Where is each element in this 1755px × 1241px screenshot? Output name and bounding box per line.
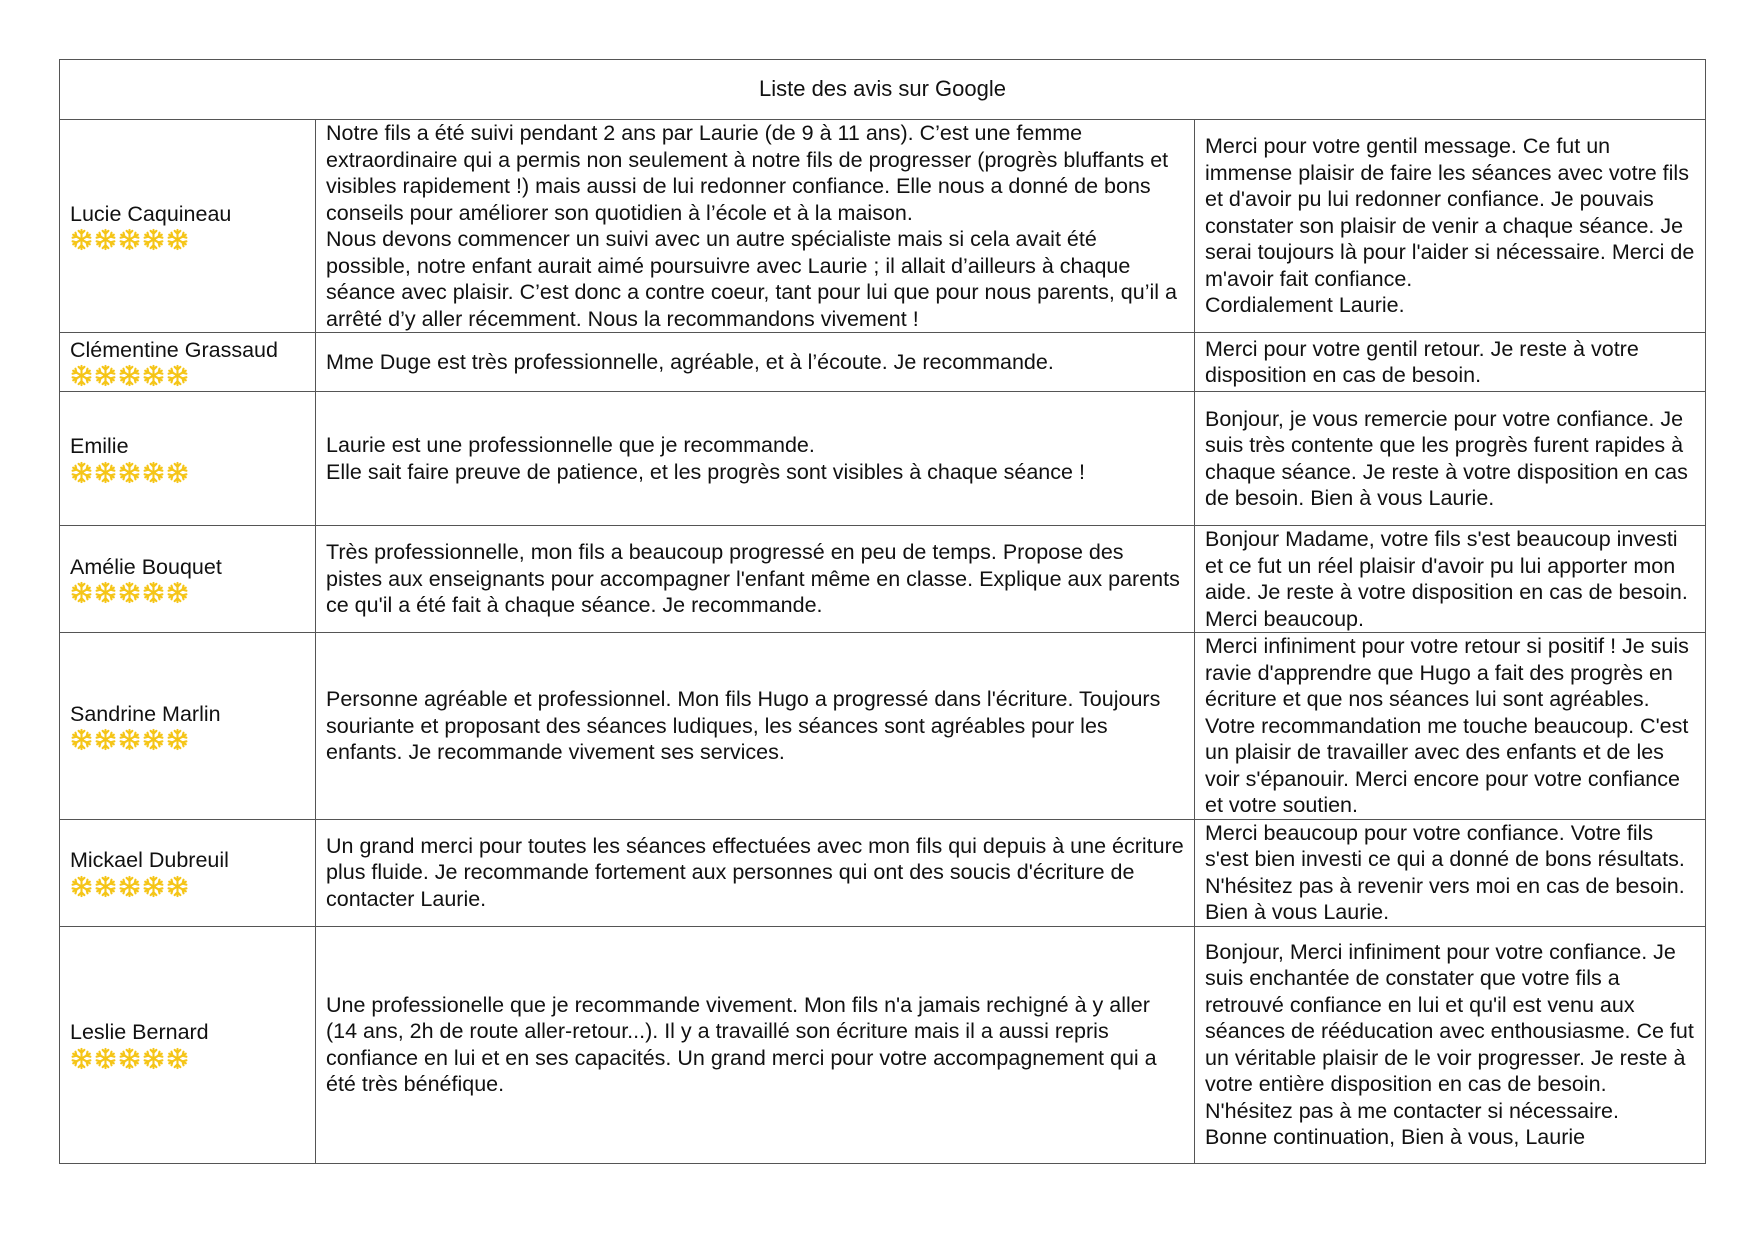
- star-icon: [142, 728, 165, 751]
- star-icon: [118, 364, 141, 387]
- star-icon: [94, 461, 117, 484]
- star-icon: [118, 1047, 141, 1070]
- author-name: Leslie Bernard: [70, 1020, 209, 1045]
- review-cell: [316, 120, 1195, 333]
- reply-text: Bonjour Madame, votre fils s'est beaucoup investi et ce fut un réel plaisir d'avoir pu lui apporter mon aide. Je reste à votre disposition en cas de besoin. Merci beaucoup.: [1205, 527, 1688, 631]
- table-row: [60, 926, 1706, 1163]
- star-icon: [94, 581, 117, 604]
- star-icon: [118, 875, 141, 898]
- reply-cell: [1195, 526, 1706, 633]
- reply-signature: Cordialement Laurie.: [1205, 293, 1405, 318]
- star-icon: [166, 875, 189, 898]
- table-row: [60, 392, 1706, 526]
- reply-signature: Bonne continuation, Bien à vous, Laurie: [1205, 1125, 1586, 1149]
- author-cell: [60, 392, 316, 526]
- star-icon: [166, 364, 189, 387]
- review-cell: [316, 633, 1195, 820]
- review-text: Très professionnelle, mon fils a beaucoup progressé en peu de temps. Propose des pistes aux enseignants pour accompagner l'enfant même en classe. Explique aux parents ce qu'il a été fait à chaque séance. Je recommande.: [326, 540, 1180, 618]
- review-cell: [316, 333, 1195, 392]
- star-icon: [118, 581, 141, 604]
- author-cell: [60, 526, 316, 633]
- review-text: Une professionelle que je recommande vivement. Mon fils n'a jamais rechigné à y aller (14 ans, 2h de route aller-retour...). Il y a travaillé son écriture mais il a aussi repris confiance en lui et en ses capacités. Un grand merci pour votre accompagnement qui a été très bénéfique.: [326, 992, 1157, 1096]
- author-name: Clémentine Grassaud: [70, 337, 278, 362]
- rating-stars: [70, 875, 305, 898]
- star-icon: [70, 461, 93, 484]
- author-cell: [60, 819, 316, 926]
- author-cell: [60, 120, 316, 333]
- table-row: [60, 526, 1706, 633]
- star-icon: [94, 1047, 117, 1070]
- star-icon: [70, 228, 93, 251]
- star-icon: [142, 1047, 165, 1070]
- author-name: Lucie Caquineau: [70, 201, 232, 226]
- star-icon: [70, 875, 93, 898]
- star-icon: [166, 228, 189, 251]
- reviews-table: [59, 59, 1706, 1164]
- star-icon: [94, 228, 117, 251]
- star-icon: [142, 461, 165, 484]
- star-icon: [142, 228, 165, 251]
- table-row: [60, 120, 1706, 333]
- reply-cell: [1195, 333, 1706, 392]
- author-name: Mickael Dubreuil: [70, 848, 229, 873]
- author-cell: [60, 633, 316, 820]
- table-row: [60, 633, 1706, 820]
- reply-text: Bonjour, je vous remercie pour votre confiance. Je suis très contente que les progrès furent rapides à chaque séance. Je reste à votre disposition en cas de besoin. Bien à vous Laurie.: [1205, 406, 1688, 510]
- table-row: [60, 819, 1706, 926]
- reply-cell: [1195, 392, 1706, 526]
- review-text: Notre fils a été suivi pendant 2 ans par Laurie (de 9 à 11 ans). C’est une femme extraordinaire qui a permis non seulement à notre fils de progresser (progrès bluffants et visibles rapidement !) mais aussi de lui redonner confiance. Elle nous a donné de bons conseils pour améliorer son quotidien à l’école et à la maison.: [326, 121, 1169, 225]
- star-icon: [166, 728, 189, 751]
- review-text-continued: Nous devons commencer un suivi avec un autre spécialiste mais si cela avait été possible, notre enfant aurait aimé poursuivre avec Laurie ; il allait d’ailleurs à chaque séance avec plaisir. C’est donc a contre coeur, tant pour lui que pour nous parents, qu’il a arrêté d’y aller récemment. Nous la recommandons vivement !: [326, 227, 1177, 331]
- reply-cell: [1195, 120, 1706, 333]
- review-text: Un grand merci pour toutes les séances effectuées avec mon fils qui depuis à une écriture plus fluide. Je recommande fortement aux personnes qui ont des soucis d'écriture de contacter Laurie.: [326, 833, 1184, 911]
- reply-cell: [1195, 633, 1706, 820]
- star-icon: [118, 228, 141, 251]
- star-icon: [94, 364, 117, 387]
- author-name: Emilie: [70, 434, 129, 459]
- rating-stars: [70, 364, 305, 387]
- review-text: Laurie est une professionnelle que je recommande.: [326, 433, 815, 457]
- table-title: Liste des avis sur Google: [60, 60, 1706, 120]
- title-row: [60, 60, 1706, 120]
- star-icon: [142, 875, 165, 898]
- review-cell: [316, 392, 1195, 526]
- reply-cell: [1195, 819, 1706, 926]
- review-cell: [316, 926, 1195, 1163]
- rating-stars: [70, 228, 305, 251]
- review-cell: [316, 526, 1195, 633]
- table-row: [60, 333, 1706, 392]
- star-icon: [118, 728, 141, 751]
- author-name: Sandrine Marlin: [70, 701, 221, 726]
- rating-stars: [70, 581, 305, 604]
- reply-text: Bonjour, Merci infiniment pour votre confiance. Je suis enchantée de constater que votre fils a retrouvé confiance en lui et qu'il est venu aux séances de rééducation avec enthousiasme. Ce fut un véritable plaisir de le voir progresser. Je reste à votre entière disposition en cas de besoin. N'hésitez pas à me contacter si nécessaire.: [1205, 939, 1694, 1123]
- star-icon: [166, 581, 189, 604]
- review-text: Personne agréable et professionnel. Mon fils Hugo a progressé dans l'écriture. Toujours souriante et proposant des séances ludiques, les séances sont agréables pour les enfants. Je recommande vivement ses services.: [326, 687, 1161, 764]
- reply-text: Merci pour votre gentil retour. Je reste à votre disposition en cas de besoin.: [1205, 336, 1639, 387]
- author-cell: [60, 333, 316, 392]
- star-icon: [94, 875, 117, 898]
- review-cell: [316, 819, 1195, 926]
- star-icon: [70, 581, 93, 604]
- star-icon: [94, 728, 117, 751]
- author-name: Amélie Bouquet: [70, 554, 222, 579]
- rating-stars: [70, 461, 305, 484]
- reply-text: Merci beaucoup pour votre confiance. Votre fils s'est bien investi ce qui a donné de bons résultats. N'hésitez pas à revenir vers moi en cas de besoin. Bien à vous Laurie.: [1205, 820, 1685, 924]
- star-icon: [70, 728, 93, 751]
- rating-stars: [70, 1047, 305, 1070]
- star-icon: [166, 1047, 189, 1070]
- star-icon: [142, 364, 165, 387]
- star-icon: [70, 1047, 93, 1070]
- star-icon: [118, 461, 141, 484]
- reply-cell: [1195, 926, 1706, 1163]
- reply-text: Merci pour votre gentil message. Ce fut un immense plaisir de faire les séances avec votre fils et d'avoir pu lui redonner confiance. Je pouvais constater son plaisir de venir a chaque séance. Je serai toujours là pour l'aider si nécessaire. Merci de m'avoir fait confiance.: [1205, 134, 1695, 291]
- review-text-continued: Elle sait faire preuve de patience, et les progrès sont visibles à chaque séance !: [326, 459, 1085, 484]
- author-cell: [60, 926, 316, 1163]
- review-text: Mme Duge est très professionnelle, agréable, et à l’écoute. Je recommande.: [326, 349, 1054, 374]
- rating-stars: [70, 728, 305, 751]
- star-icon: [70, 364, 93, 387]
- star-icon: [142, 581, 165, 604]
- star-icon: [166, 461, 189, 484]
- reply-text: Merci infiniment pour votre retour si positif ! Je suis ravie d'apprendre que Hugo a fait des progrès en écriture et que nos séances lui sont agréables. Votre recommandation me touche beaucoup. C'est un plaisir de travailler avec des enfants et de les voir s'épanouir. Merci encore pour votre confiance et votre soutien.: [1205, 634, 1689, 817]
